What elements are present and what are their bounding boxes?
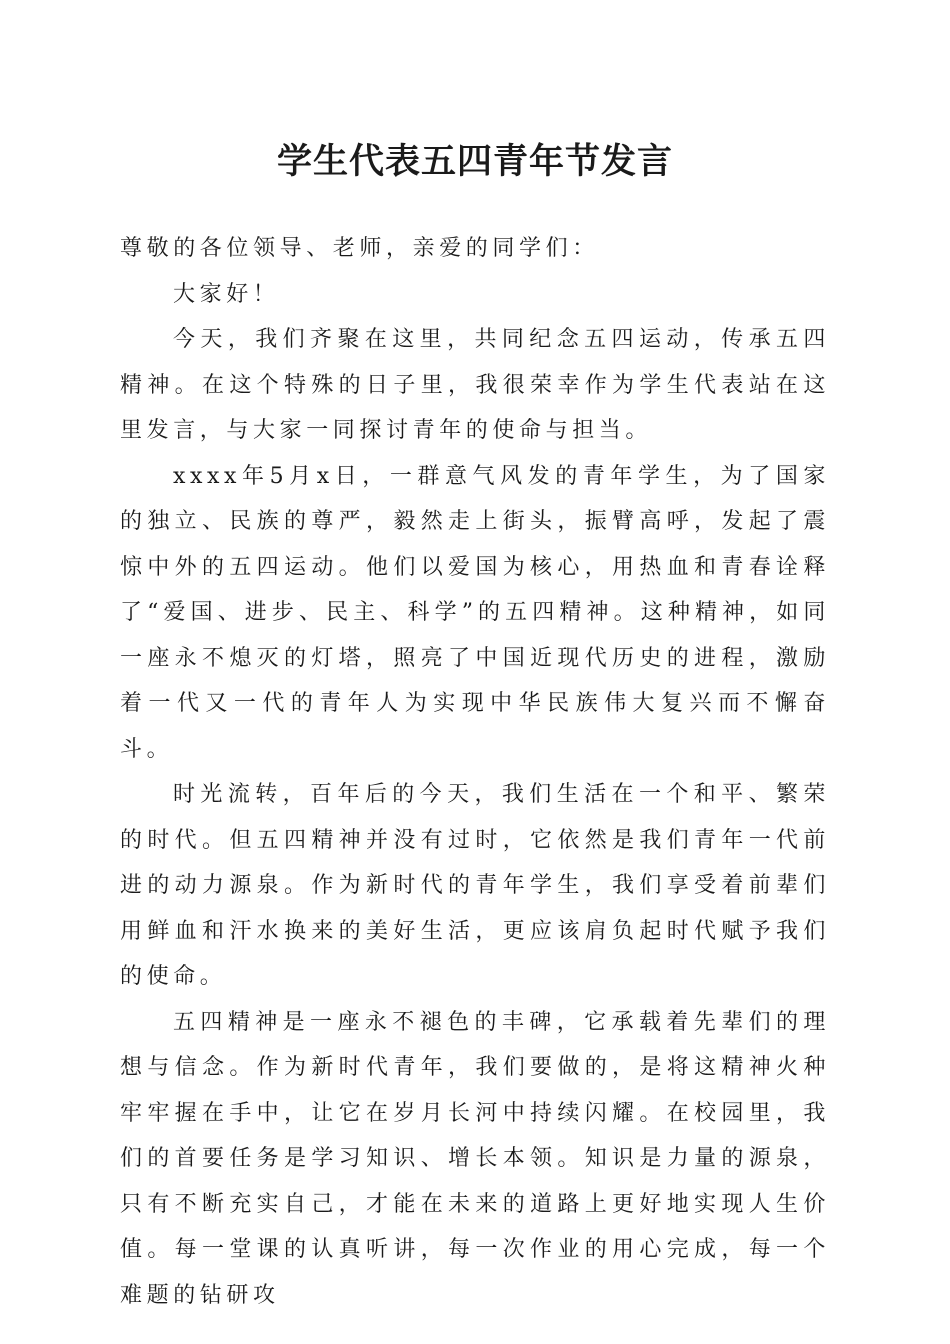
document-title: 学生代表五四青年节发言 <box>276 141 673 182</box>
paragraph-1: 今天，我们齐聚在这里，共同纪念五四运动，传承五四精神。在这个特殊的日子里，我很荣幸作为学生代表站在这里发言，与大家一同探讨青年的使命与担当。 <box>120 327 830 443</box>
paragraph-3: 时光流转，百年后的今天，我们生活在一个和平、繁荣的时代。但五四精神并没有过时，它依然是我们青年一代前进的动力源泉。作为新时代的青年学生，我们享受着前辈们用鲜血和汗水换来的美好生活，更应该肩负起时代赋予我们的使命。 <box>120 782 830 989</box>
document-body <box>120 226 830 1318</box>
salutation: 尊敬的各位领导、老师，亲爱的同学们： <box>120 236 599 261</box>
paragraph-2: xxxx年5月x日，一群意气风发的青年学生，为了国家的独立、民族的尊严，毅然走上街头，振臂高呼，发起了震惊中外的五四运动。他们以爱国为核心，用热血和青春诠释了“爱国、进步、民主、科学”的五四精神。这种精神，如同一座永不熄灭的灯塔，照亮了中国近现代历史的进程，激励着一代又一代的青年人为实现中华民族伟大复兴而不懈奋斗。 <box>120 463 830 762</box>
paragraph-4: 五四精神是一座永不褪色的丰碑，它承载着先辈们的理想与信念。作为新时代青年，我们要做的，是将这精神火种牢牢握在手中，让它在岁月长河中持续闪耀。在校园里，我们的首要任务是学习知识、增长本领。知识是力量的源泉，只有不断充实自己，才能在未来的道路上更好地实现人生价值。每一堂课的认真听讲，每一次作业的用心完成，每一个难题的钻研攻 <box>120 1009 830 1308</box>
greeting: 大家好！ <box>173 281 280 307</box>
